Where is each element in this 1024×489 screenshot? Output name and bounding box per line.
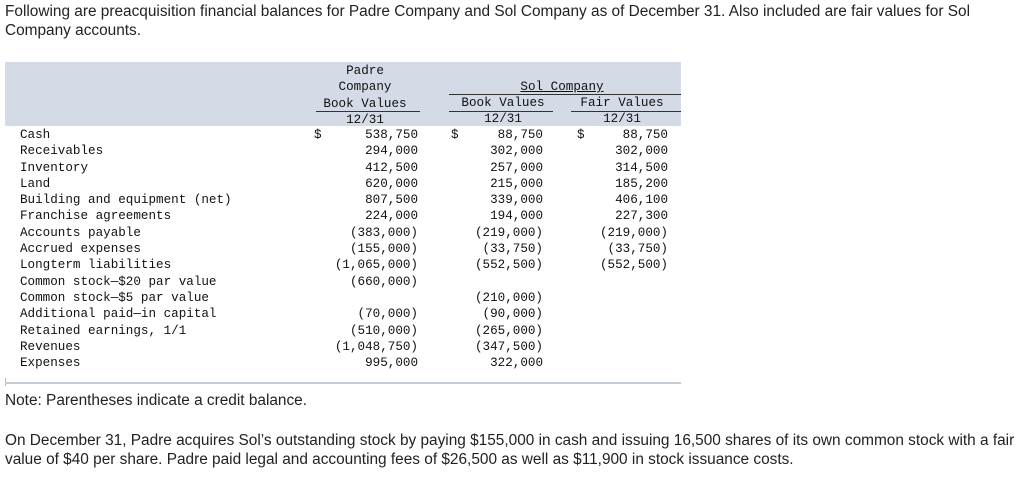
sol-book-value: 257,000 [490, 160, 543, 175]
table-row [5, 290, 681, 306]
sol-fair-header-rule [571, 111, 681, 112]
account-label: Building and equipment (net) [20, 193, 232, 208]
sol-book-value: 88,750 [497, 128, 543, 142]
sol-book-value: (552,500) [474, 258, 543, 273]
currency-symbol: $ [314, 128, 322, 142]
sol-fair-value: 227,300 [615, 209, 668, 224]
padre-book-value: 538,750 [365, 128, 418, 142]
account-label: Retained earnings, 1/1 [20, 323, 187, 338]
table-row [5, 176, 681, 192]
table-row [5, 306, 681, 322]
table-bottom-border [5, 382, 681, 384]
padre-book-value: 224,000 [365, 209, 418, 224]
table-row [5, 274, 681, 290]
sol-book-header-line: 12/31 [484, 112, 522, 127]
padre-book-value: (70,000) [357, 307, 418, 322]
padre-book-value: 294,000 [365, 144, 418, 159]
padre-header-line: Company [338, 80, 392, 95]
sol-fair-value: 314,500 [615, 160, 668, 175]
account-label: Expenses [20, 356, 81, 371]
sol-fair-header-line: 12/31 [603, 112, 641, 127]
currency-symbol: $ [451, 128, 459, 142]
padre-header-rule [316, 111, 420, 112]
padre-column-header [305, 63, 425, 128]
table-row [5, 143, 681, 159]
padre-book-value: (383,000) [349, 225, 418, 240]
padre-header-line: Padre [346, 64, 384, 78]
account-label: Additional paid—in capital [20, 307, 217, 322]
sol-book-value: (210,000) [474, 290, 543, 305]
table-row [5, 192, 681, 208]
sol-company-header [443, 79, 681, 95]
account-label: Accounts payable [20, 225, 141, 240]
padre-header-line: 12/31 [346, 112, 384, 127]
sol-book-header-line: Book Values [461, 96, 545, 110]
sol-book-value: 339,000 [490, 193, 543, 208]
credit-balance-note: Note: Parentheses indicate a credit balance. [5, 392, 308, 409]
account-label: Cash [20, 128, 51, 142]
account-label: Land [20, 176, 51, 191]
padre-book-value: (1,048,750) [334, 339, 418, 354]
padre-book-value: (1,065,000) [334, 258, 418, 273]
sol-book-value: (33,750) [482, 242, 543, 257]
sol-book-value: 215,000 [490, 176, 543, 191]
account-label: Inventory [20, 160, 89, 175]
balances-table [5, 62, 681, 384]
table-row [5, 339, 681, 355]
account-label: Revenues [20, 339, 81, 354]
sol-book-value: 194,000 [490, 209, 543, 224]
sol-company-title: Sol Company [520, 80, 604, 94]
padre-book-value: 620,000 [365, 176, 418, 191]
account-label: Common stock—$5 par value [20, 290, 209, 305]
sol-book-value: 322,000 [490, 356, 543, 371]
table-row [5, 241, 681, 257]
table-row [5, 225, 681, 241]
sol-book-value: 302,000 [490, 144, 543, 159]
table-row [5, 208, 681, 224]
sol-fair-value: 88,750 [622, 128, 668, 142]
sol-book-value: (90,000) [482, 307, 543, 322]
padre-book-value: 995,000 [365, 356, 418, 371]
sol-fair-value: 185,200 [615, 176, 668, 191]
table-row [5, 127, 681, 143]
intro-paragraph: Following are preacquisition financial balances for Padre Company and Sol Company as of December 31. Also included are fair values for Sol Company accounts. [5, 3, 971, 39]
sol-book-value: (347,500) [474, 339, 543, 354]
currency-symbol: $ [577, 128, 585, 142]
table-row [5, 323, 681, 339]
table-row [5, 257, 681, 273]
account-label: Longterm liabilities [20, 258, 172, 273]
table-body [5, 127, 681, 371]
sol-book-value: (219,000) [474, 225, 543, 240]
padre-book-value: 412,500 [365, 160, 418, 175]
padre-book-value: 807,500 [365, 193, 418, 208]
table-row [5, 355, 681, 371]
acquisition-paragraph: On December 31, Padre acquires Sol’s outstanding stock by paying $155,000 in cash and issuing 16,500 shares of its own common stock with a fair value of $40 per share. Padre paid legal and accounting fees of $26,500 as well as $11,900 in stock issuance costs. [5, 432, 1015, 468]
account-label: Common stock—$20 par value [20, 274, 217, 289]
sol-book-value: (265,000) [474, 323, 543, 338]
account-label: Accrued expenses [20, 242, 141, 257]
padre-book-value: (155,000) [349, 242, 418, 257]
sol-book-header-rule [449, 111, 553, 112]
sol-fair-value: (33,750) [607, 242, 668, 257]
padre-book-value: (510,000) [349, 323, 418, 338]
sol-fair-value: 406,100 [615, 193, 668, 208]
account-label: Franchise agreements [20, 209, 172, 224]
account-label: Receivables [20, 144, 104, 159]
table-row [5, 160, 681, 176]
padre-book-value: (660,000) [349, 274, 418, 289]
sol-fair-value: (219,000) [599, 225, 668, 240]
padre-header-line: Book Values [323, 96, 407, 111]
sol-fair-value: (552,500) [599, 258, 668, 273]
sol-fair-header-line: Fair Values [580, 96, 664, 110]
sol-fair-value: 302,000 [615, 144, 668, 159]
